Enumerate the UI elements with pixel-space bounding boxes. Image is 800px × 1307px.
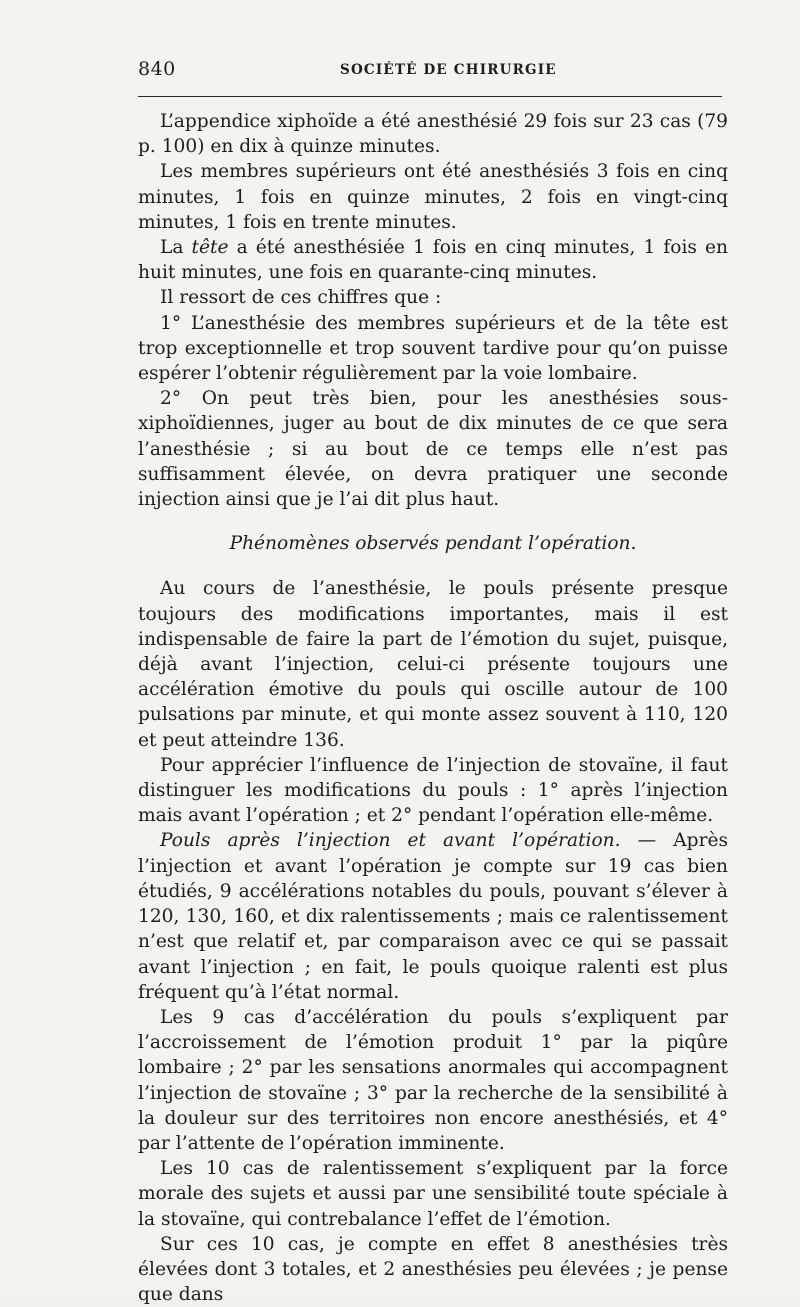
paragraph-ressort: Il ressort de ces chiffres que : [160,287,442,309]
tete-start: La [160,237,192,259]
section-heading: Phénomènes observés pendant l’opération. [229,533,637,555]
paragraph-pouls-apres [138,828,728,1004]
paragraph-membres: Les membres supérieurs ont été anesthésiés 3 fois en cinq minutes, 1 fois en quinze minutes, 2 fois en vingt-cinq minutes, 1 fois en trente minutes. [138,161,728,233]
pouls-rest: — Après l’injection et avant l’opération je compte sur 19 cas bien étudiés, 9 accélérations notables du pouls, pouvant s’élever à 120, 130, 160, et dix ralentissements ; mais ce ralentissement n’est que relatif et, par comparaison avec ce qui se passait avant l’injection ; en fait, le pouls quoique ralenti est plus fréquent qu’à l’état normal. [138,830,728,1003]
paragraph-point-2: 2° On peut très bien, pour les anesthésies sous-xiphoïdiennes, juger au bout de dix minutes de ce que sera l’anesthésie ; si au bout de ce temps elle n’est pas suffisamment élevée, on devra pratiquer une seconde injection ainsi que je l’ai dit plus haut. [138,388,728,511]
paragraph-sur-ces-cas: Sur ces 10 cas, je compte en effet 8 anesthésies très élevées dont 3 totales, et 2 anesthésies peu élevées ; je pense que dans [138,1233,728,1306]
paragraph-ralentissement: Les 10 cas de ralentissement s’expliquent par la force morale des sujets et aussi par une sensibilité toute spéciale à la stovaïne, qui contrebalance l’effet de l’émotion. [138,1158,728,1230]
tete-rest: a été anesthésiée 1 fois en cinq minutes, 1 fois en huit minutes, une fois en quarante-cinq minutes. [138,237,729,284]
paragraph-apprecier: Pour apprécier l’influence de l’injection de stovaïne, il faut distinguer les modifications du pouls : 1° après l’injection mais avant l’opération ; et 2° pendant l’opération elle-même. [138,754,728,827]
paragraph-tete [138,235,728,285]
pouls-emphasis: Pouls après l’injection et avant l’opération. [160,830,621,852]
running-head: SOCIÉTÉ DE CHIRURGIE [340,62,557,78]
header-rule [138,96,722,97]
body-text [138,109,728,1307]
page-number: 840 [138,58,176,80]
tete-emphasis: tête [191,237,229,259]
page-header [138,58,728,84]
paragraph-pouls-cours: Au cours de l’anesthésie, le pouls présente presque toujours des modifications importantes, mais il est indispensable de faire la part de l’émotion du sujet, puisque, déjà avant l’injection, celui-ci présente toujours une accélération émotive du pouls qui oscille autour de 100 pulsations par minute, et qui monte assez souvent à 110, 120 et peut atteindre 136. [138,578,728,751]
paragraph-appendice: L’appendice xiphoïde a été anesthésié 29 fois sur 23 cas (79 p. 100) en dix à quinze minutes. [138,111,728,158]
paragraph-acceleration: Les 9 cas d’accélération du pouls s’expliquent par l’accroissement de l’émotion produit 1° par la piqûre lombaire ; 2° par les sensations anormales qui accompagnent l’injection de stovaïne ; 3° par la recherche de la sensibilité à la douleur sur des territoires non encore anesthésiés, et 4° par l’attente de l’opération imminente. [138,1006,728,1154]
paragraph-point-1: 1° L’anesthésie des membres supérieurs et de la tête est trop exceptionnelle et trop souvent tardive pour qu’on puisse espérer l’obtenir régulièrement par la voie lombaire. [138,312,728,385]
